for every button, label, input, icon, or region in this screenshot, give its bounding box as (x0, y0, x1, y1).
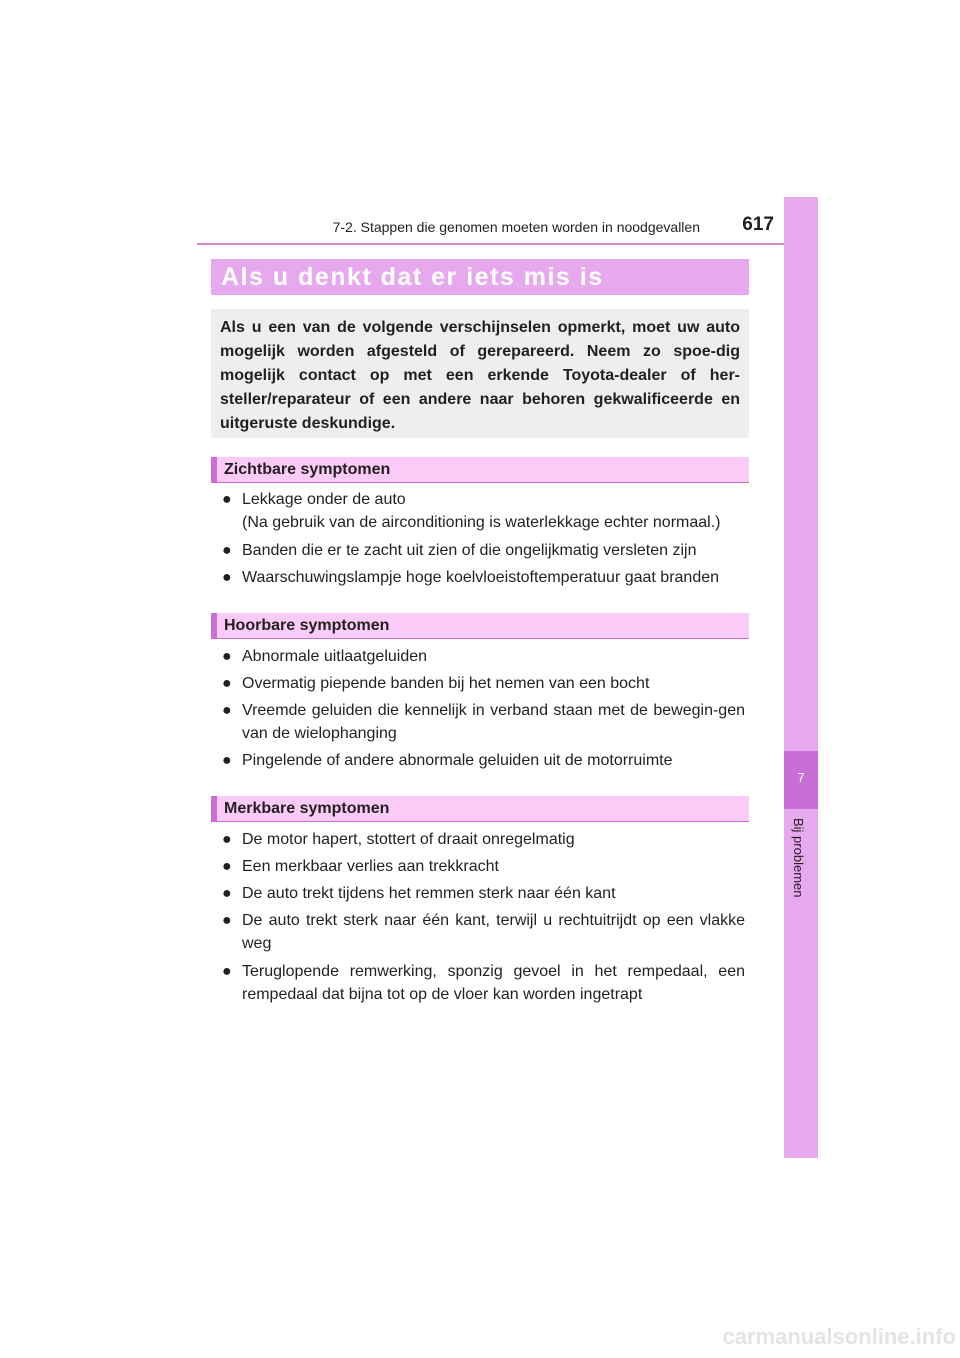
bullet-icon: ● (222, 569, 232, 586)
bullet-icon: ● (222, 858, 232, 875)
page-title: Als u denkt dat er iets mis is (221, 263, 604, 291)
intro-text: Als u een van de volgende verschijnselen opmerkt, moet uw auto mogelijk worden afgesteld of gerepareerd. Neem zo spoe-dig mogelijk contact op met een erkende Toyota-dealer of her-steller/reparateur of een andere naar behoren gekwalificeerde en uitgeruste deskundige. (220, 319, 740, 432)
list-item: Pingelende of andere abnormale geluiden uit de motorruimte (242, 752, 673, 769)
list-item: Een merkbaar verlies aan trekkracht (242, 858, 499, 875)
section-title-visible: Zichtbare symptomen (224, 461, 391, 478)
bullet-icon: ● (222, 912, 232, 929)
list-item: De auto trekt sterk naar één kant, terwijl u rechtuitrijdt op een vlakke weg (242, 912, 745, 952)
bullet-icon: ● (222, 885, 232, 902)
chapter-side-tab (784, 197, 818, 1158)
running-header-section: 7-2. Stappen die genomen moeten worden in noodgevallen (332, 219, 700, 235)
bullet-icon: ● (222, 963, 232, 980)
list-item: Vreemde geluiden die kennelijk in verband staan met de bewegin-gen van de wielophanging (242, 702, 745, 742)
bullet-icon: ● (222, 491, 232, 508)
chapter-number: 7 (797, 770, 805, 785)
list-item: Waarschuwingslampje hoge koelvloeistoftemperatuur gaat branden (242, 569, 720, 586)
section-title-audible: Hoorbare symptomen (224, 617, 390, 634)
watermark: carmanualsonline.info (722, 1324, 956, 1349)
bullet-icon: ● (222, 702, 232, 719)
bullet-icon: ● (222, 542, 232, 559)
list-item: Banden die er te zacht uit zien of die ongelijkmatig versleten zijn (242, 542, 697, 559)
list-item: De auto trekt tijdens het remmen sterk naar één kant (242, 885, 616, 902)
bullet-icon: ● (222, 675, 232, 692)
section-title-noticeable: Merkbare symptomen (224, 800, 390, 817)
bullet-icon: ● (222, 831, 232, 848)
list-item: Lekkage onder de auto (Na gebruik van de airconditioning is waterlekkage echter normaal.) (242, 491, 721, 531)
page-number: 617 (742, 214, 774, 235)
bullet-icon: ● (222, 648, 232, 665)
list-item: De motor hapert, stottert of draait onregelmatig (242, 831, 575, 848)
list-item: Abnormale uitlaatgeluiden (242, 648, 428, 665)
chapter-label: Bij problemen (791, 818, 806, 898)
header-divider (197, 243, 818, 245)
list-item: Teruglopende remwerking, sponzig gevoel in het rempedaal, een rempedaal dat bijna tot op de vloer kan worden ingetrapt (242, 963, 745, 1003)
list-item: Overmatig piepende banden bij het nemen van een bocht (242, 675, 650, 692)
bullet-icon: ● (222, 752, 232, 769)
